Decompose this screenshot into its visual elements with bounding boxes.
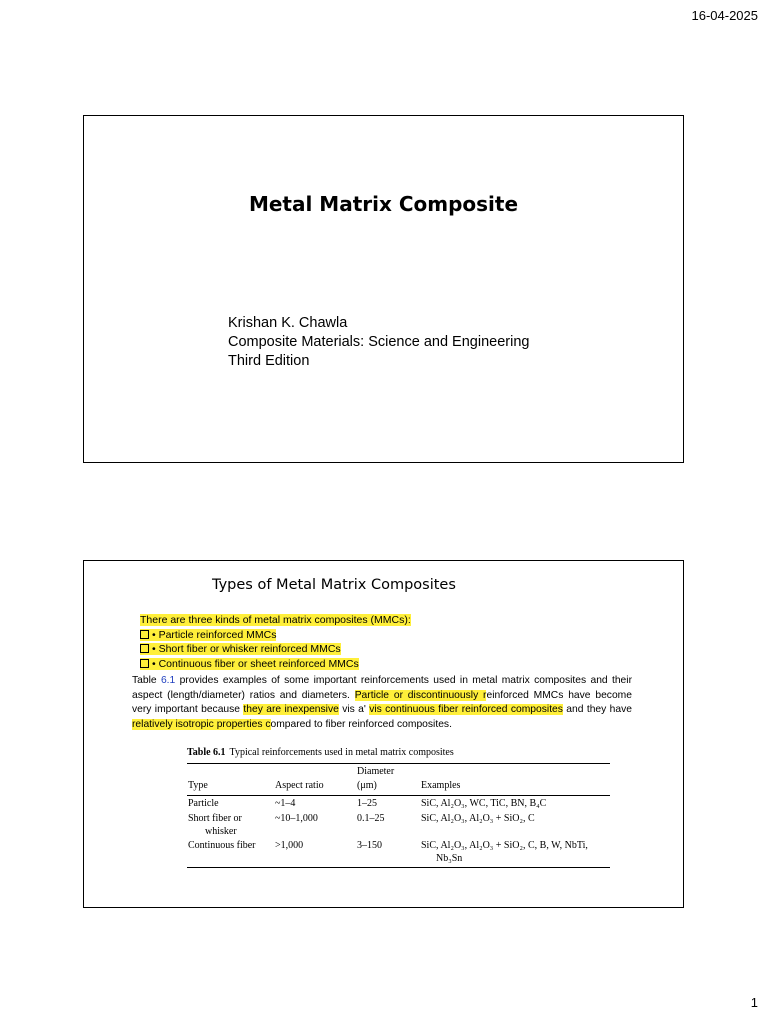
slide-types-heading: Types of Metal Matrix Composites bbox=[212, 577, 456, 593]
checkbox-bullet-icon bbox=[140, 630, 149, 639]
book-title: Composite Materials: Science and Engineering bbox=[228, 334, 530, 350]
highlight-text: they are inexpensive bbox=[243, 704, 339, 715]
author-name: Krishan K. Chawla bbox=[228, 315, 348, 331]
slide-title bbox=[83, 115, 684, 463]
header-examples: Examples bbox=[421, 779, 461, 791]
highlight-text: relatively isotropic properties c bbox=[132, 718, 271, 730]
header-type: Type bbox=[188, 779, 208, 791]
slide-types bbox=[83, 560, 684, 908]
description-paragraph: Table 6.1 provides examples of some important reinforcements used in metal matrix composites and their aspect (length/diameter) ratios and diameters. Particle or discontinuously reinforced MMCs have become very important because they are inexpensive vis a' vis continuous fiber reinforced composites and they have relatively isotropic properties compared to fiber reinforced composites. bbox=[132, 675, 632, 730]
table-row: Particle ~1–4 1–25 SiC, Al₂O₃, WC, TiC, BN, B₄C bbox=[188, 797, 547, 809]
mmc-kinds-list bbox=[140, 613, 411, 671]
checkbox-bullet-icon bbox=[140, 659, 149, 668]
slide-title-heading: Metal Matrix Composite bbox=[248, 192, 519, 216]
table-reference-link[interactable]: 6.1 bbox=[160, 675, 176, 686]
list-item: • Particle reinforced MMCs bbox=[140, 628, 411, 643]
slide-author-info bbox=[228, 314, 529, 371]
list-item: • Short fiber or whisker reinforced MMCs bbox=[140, 642, 411, 657]
highlight-text: vis continuous fiber reinforced composites bbox=[369, 704, 563, 715]
reinforcements-table bbox=[187, 747, 610, 868]
header-aspect-ratio: Aspect ratio bbox=[275, 779, 324, 791]
book-edition: Third Edition bbox=[228, 353, 310, 369]
header-date: 16-04-2025 bbox=[691, 8, 758, 23]
header-diameter-unit: (μm) bbox=[357, 779, 377, 791]
mmc-kinds-intro: There are three kinds of metal matrix composites (MMCs): bbox=[140, 614, 411, 626]
highlight-text: Particle or discontinuously r bbox=[354, 689, 487, 701]
list-item: • Continuous fiber or sheet reinforced MMCs bbox=[140, 657, 411, 672]
table-row: Short fiber or whisker ~10–1,000 0.1–25 SiC, Al₂O₃, Al₂O₃ + SiO₂, C bbox=[188, 812, 535, 837]
checkbox-bullet-icon bbox=[140, 644, 149, 653]
table-caption: Table 6.1 Typical reinforcements used in metal matrix composites bbox=[187, 747, 454, 758]
table-header-row bbox=[187, 764, 610, 795]
table-row: Continuous fiber >1,000 3–150 SiC, Al₂O₃, Al₂O₃ + SiO₂, C, B, W, NbTi, Nb₃Sn bbox=[188, 839, 588, 864]
page-number: 1 bbox=[750, 995, 758, 1010]
header-diameter: Diameter bbox=[357, 765, 395, 777]
